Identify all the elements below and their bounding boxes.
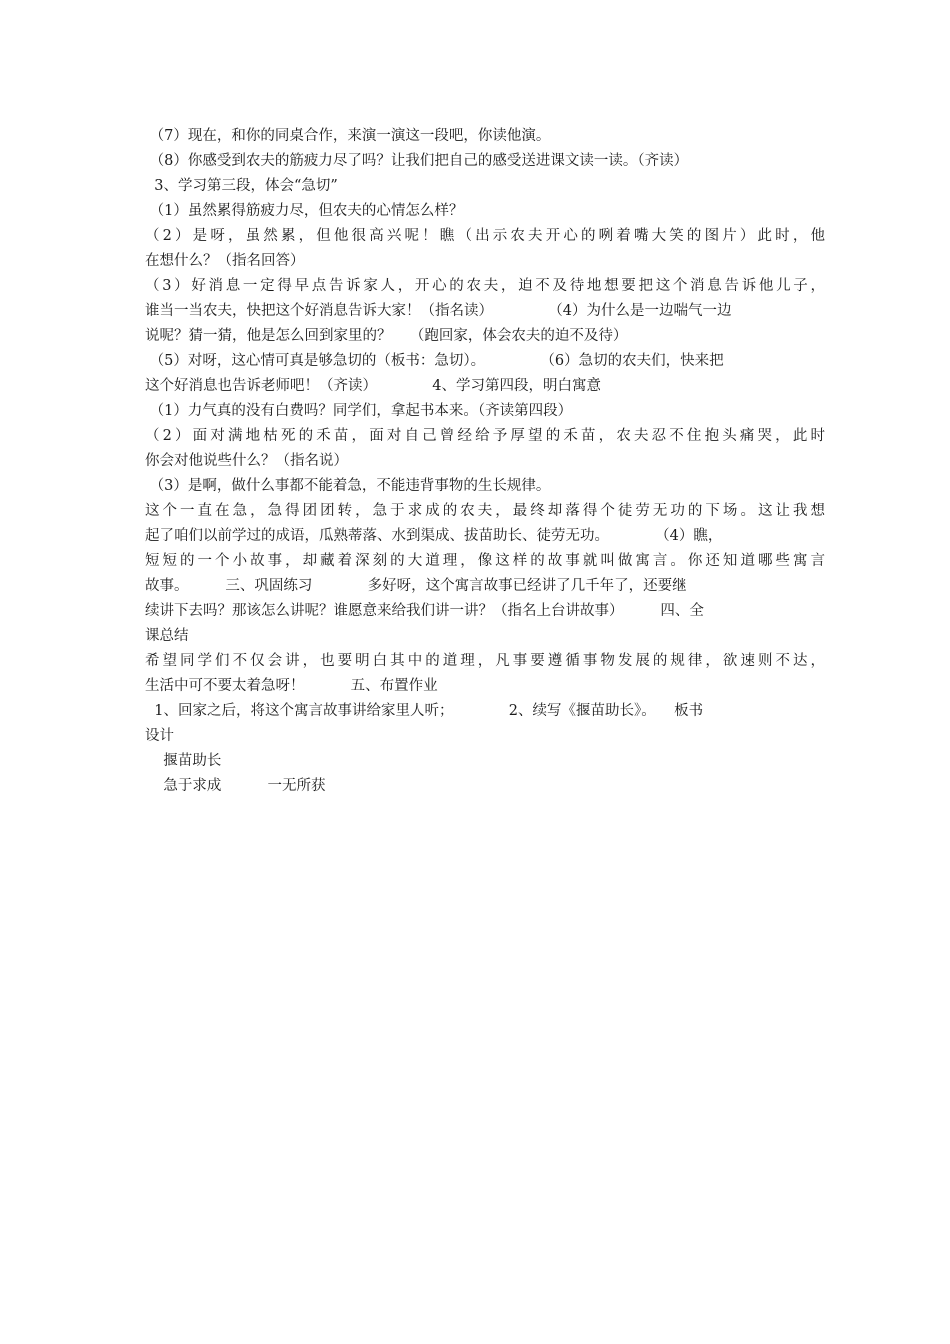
text-line: 你会对他说些什么？（指名说）: [145, 453, 348, 469]
text-line: 生活中可不要太着急呀！ 五、布置作业: [145, 678, 438, 694]
text-line: 急于求成 一无所获: [145, 778, 326, 794]
text-line: 故事。 三、巩固练习 多好呀，这个寓言故事已经讲了几千年了，还要继: [145, 578, 687, 594]
text-line: 说呢？猜一猜，他是怎么回到家里的？ （跑回家，体会农夫的迫不及待）: [145, 328, 628, 344]
text-line: 起了咱们以前学过的成语，瓜熟蒂落、水到渠成、拔苗助长、徒劳无功。 （4）瞧，: [145, 528, 723, 544]
text-line: 希望同学们不仅会讲，也要明白其中的道理，凡事要遵循事物发展的规律，欲速则不达，: [145, 653, 825, 669]
text-line: 课总结: [145, 628, 189, 644]
text-line: 短短的一个小故事，却藏着深刻的大道理，像这样的故事就叫做寓言。你还知道哪些寓言: [145, 553, 825, 569]
text-line: （2）是呀，虽然累，但他很高兴呢！瞧（出示农夫开心的咧着嘴大笑的图片）此时，他: [145, 228, 825, 244]
text-line: 这个一直在急，急得团团转，急于求成的农夫，最终却落得个徒劳无功的下场。这让我想: [145, 503, 825, 519]
text-line: 1、回家之后，将这个寓言故事讲给家里人听； 2、续写《揠苗助长》。 板书: [145, 703, 704, 719]
text-line: （3）是啊，做什么事都不能着急，不能违背事物的生长规律。: [145, 478, 551, 494]
text-line: （5）对呀，这心情可真是够急切的（板书：急切）。 （6）急切的农夫们，快来把: [145, 353, 724, 369]
text-line: （8）你感受到农夫的筋疲力尽了吗？让我们把自己的感受送进课文读一读。（齐读）: [145, 153, 689, 169]
text-line: （1）虽然累得筋疲力尽，但农夫的心情怎么样？: [145, 203, 464, 219]
text-line: 谁当一当农夫，快把这个好消息告诉大家！（指名读） （4）为什么是一边喘气一边: [145, 303, 732, 319]
text-line: 设计: [145, 728, 174, 744]
text-line: 续讲下去吗？那该怎么讲呢？谁愿意来给我们讲一讲？（指名上台讲故事） 四、全: [145, 603, 704, 619]
text-line: （1）力气真的没有白费吗？同学们，拿起书本来。（齐读第四段）: [145, 403, 573, 419]
lesson-plan-text: [145, 124, 825, 799]
text-line: （2）面对满地枯死的禾苗，面对自己曾经给予厚望的禾苗，农夫忍不住抱头痛哭，此时: [145, 428, 825, 444]
text-line: 这个好消息也告诉老师吧！（齐读） 4、学习第四段，明白寓意: [145, 378, 602, 394]
text-line: 3、学习第三段，体会“急切”: [145, 178, 338, 194]
text-line: （7）现在，和你的同桌合作，来演一演这一段吧，你读他演。: [145, 128, 551, 144]
text-line: 揠苗助长: [145, 753, 222, 769]
text-line: （3）好消息一定得早点告诉家人，开心的农夫，迫不及待地想要把这个消息告诉他儿子，: [145, 278, 825, 294]
text-line: 在想什么？（指名回答）: [145, 253, 305, 269]
